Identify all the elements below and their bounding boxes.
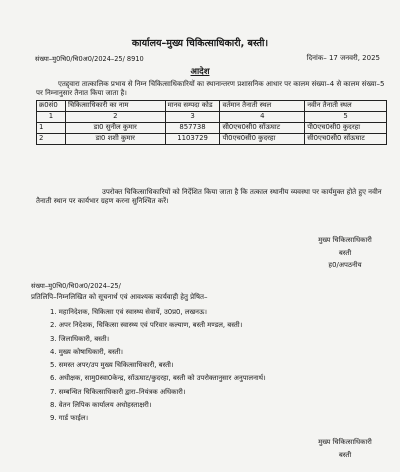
- list-item: 9. गार्ड फाईल।: [50, 414, 89, 423]
- copy-reference-number: संख्या–मु0चि0/चि0अ0/2024–25/: [31, 282, 121, 290]
- intro-paragraph: एतद्द्वारा तात्कालिक प्रभाव से निम्न चिकित्साधिकारियों का स्थानान्तरण प्रशासनिक आधार पर कालम संख्या–4 से कालम संख्या–5 पर निम्नानुसार तैनात किया जाता है।: [36, 80, 385, 97]
- list-item: 7. सम्बन्धित चिकित्साधिकारी द्वारा–नियंत्रक अधिकारी।: [50, 387, 186, 396]
- table-row: [37, 133, 387, 144]
- reference-number: संख्या–मु0चि0/चि0अ0/2024–25/ 8910: [35, 55, 144, 63]
- copy-recipient-list: [50, 306, 390, 426]
- list-item: 5. समस्त अपर/उप मुख्य चिकित्साधिकारी, बस्ती।: [50, 361, 174, 370]
- order-date: दिनांक– 17 जनवरी, 2025: [306, 54, 380, 62]
- office-title: कार्यालय–मुख्य चिकित्साधिकारी, बस्ती।: [131, 38, 269, 49]
- current-posting-cell: पी0एच0सी0 कुदरहा: [220, 133, 305, 144]
- signature-title: मुख्य चिकित्साधिकारी: [318, 236, 372, 244]
- table-column-number-row: [37, 111, 387, 122]
- serial-cell: 1: [37, 122, 66, 133]
- list-item: 1. महानिदेशक, चिकित्सा एवं स्वास्थ्य सेवायें, उ0प्र0, लखनऊ।: [50, 308, 207, 316]
- list-item: 6. अधीक्षक, सामु0स्वा0केन्द्र, सॉऊघाट/कुदरहा, बस्ती को उपरोक्तानुसार अनुपालनार्थ।: [50, 374, 266, 383]
- column-number: 3: [165, 111, 220, 122]
- order-heading: आदेश: [190, 67, 210, 77]
- doctor-name-cell: डा0 सुनील कुमार: [65, 122, 165, 133]
- signature-title-2: मुख्य चिकित्साधिकारी: [318, 438, 372, 446]
- table-header-row: [37, 101, 387, 112]
- signature-suffix: ह0/अपठनीय: [328, 261, 362, 269]
- header-cell: चिकित्साधिकारी का नाम: [65, 101, 165, 112]
- transfer-table: [36, 100, 387, 145]
- list-item: 4. मुख्य कोषाधिकारी, बस्ती।: [50, 347, 123, 356]
- list-item: 8. वेतन लिपिक कार्यालय अधोहस्ताक्षरी।: [50, 401, 152, 410]
- header-cell: क्र0सं0: [37, 101, 66, 112]
- current-posting-cell: सी0एच0सी0 सॉऊघाट: [220, 122, 305, 133]
- closing-paragraph: उपरोक्त चिकित्साधिकारियों को निर्देशित किया जाता है कि तत्काल स्थानीय व्यवस्था पर कार्यमुक्त होते हुए नवीन तैनाती स्थान पर कार्यभार ग्रहण करना सुनिश्चित करें।: [36, 188, 382, 205]
- serial-cell: 2: [37, 133, 66, 144]
- hr-code-cell: 1103729: [165, 133, 220, 144]
- header-cell: नवीन तैनाती स्थल: [305, 101, 387, 112]
- column-number: 4: [220, 111, 305, 122]
- column-number: 5: [305, 111, 387, 122]
- table-row: [37, 122, 387, 133]
- column-number: 1: [37, 111, 66, 122]
- hr-code-cell: 857738: [165, 122, 220, 133]
- header-cell: वर्तमान तैनाती स्थल: [220, 101, 305, 112]
- signature-place: बस्ती: [338, 249, 352, 257]
- column-number: 2: [65, 111, 165, 122]
- list-item: 3. जिलाधिकारी, बस्ती।: [50, 334, 110, 343]
- doctor-name-cell: डा0 शशी कुमार: [65, 133, 165, 144]
- list-item: 2. अपर निदेशक, चिकित्सा स्वास्थ्य एवं परिवार कल्याण, बस्ती मण्डल, बस्ती।: [50, 321, 243, 330]
- signature-place-2: बस्ती: [338, 451, 352, 459]
- new-posting-cell: पी0एच0सी0 कुदरहा: [305, 122, 387, 133]
- copy-intro: प्रतिलिपि–निम्नलिखित को सूचनार्थ एवं आवश्यक कार्यवाही हेतु प्रेषित–: [31, 293, 208, 301]
- header-cell: मानव सम्पदा कोड: [165, 101, 220, 112]
- new-posting-cell: सी0एच0सी0 सॉऊघाट: [305, 133, 387, 144]
